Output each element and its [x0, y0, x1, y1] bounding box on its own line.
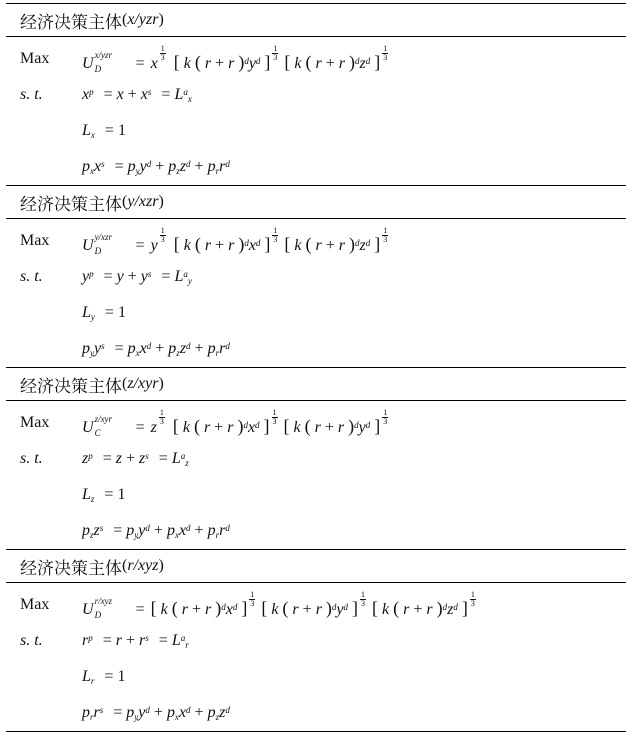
- header-prefix: 经济决策主体: [20, 558, 122, 579]
- objective-row: [6, 405, 626, 441]
- production-constraint: $r^p = r + r^s = L^a_r$: [82, 632, 189, 651]
- budget-constraint: $p_rr^s = p_yy^d + p_xx^d + p_zz^d$: [82, 704, 230, 723]
- labor-row: [6, 659, 626, 695]
- equations: [6, 36, 626, 185]
- header-prefix: 经济决策主体: [20, 12, 122, 33]
- labor-row: [6, 295, 626, 331]
- header-prefix: 经济决策主体: [20, 194, 122, 215]
- st-label: s. t.: [20, 632, 43, 649]
- header-agent: x/yzr: [127, 11, 159, 28]
- section-header: 经济决策主体 (r/xyz): [6, 550, 626, 582]
- objective-row: [6, 41, 626, 77]
- equations: [6, 400, 626, 549]
- budget-row: [6, 695, 626, 731]
- objective-row: [6, 587, 626, 623]
- header-prefix: 经济决策主体: [20, 376, 122, 397]
- objective-equation: U z/xyr C = z $\frac{1}{3}$ [ k ( r + r )$^dx^d$ ] $\frac{1}{3}$ [ k ( r + r )$^dy^d$ ] $\frac{1}{3}$: [82, 408, 388, 439]
- section-y: [6, 185, 626, 367]
- constraint-row: [6, 77, 626, 113]
- objective-row: [6, 223, 626, 259]
- equations: [6, 218, 626, 367]
- labor-constraint: $L_r = 1$: [82, 668, 126, 687]
- production-constraint: $z^p = z + z^s = L^a_z$: [82, 450, 189, 469]
- section-header: 经济决策主体 (x/yzr): [6, 4, 626, 36]
- labor-constraint: $L_z = 1$: [82, 486, 126, 505]
- st-label: s. t.: [20, 268, 43, 285]
- max-label: Max: [20, 50, 50, 67]
- constraint-row: [6, 441, 626, 477]
- budget-row: [6, 149, 626, 185]
- section-header: 经济决策主体 (y/xzr): [6, 186, 626, 218]
- section-header: 经济决策主体 (z/xyr): [6, 368, 626, 400]
- budget-constraint: $p_xx^s = p_yy^d + p_zz^d + p_rr^d$: [82, 158, 230, 177]
- max-label: Max: [20, 414, 50, 431]
- objective-equation: U r/xyz D = [ k ( r + r )$^dx^d$ ] $\frac{1}{3}$ [ k ( r + r )$^dy^d$ ] $\frac{1}{3}$ [ k ( r + r )$^dz^d$ ] $\frac{1}{3}$: [82, 590, 475, 621]
- equations: [6, 582, 626, 731]
- labor-row: [6, 477, 626, 513]
- objective-equation: U x/yzr D = x $\frac{1}{3}$ [ k ( r + r )$^dy^d$ ] $\frac{1}{3}$ [ k ( r + r )$^dz^d$ ] $\frac{1}{3}$: [82, 44, 388, 75]
- header-agent: z/xyr: [127, 375, 159, 392]
- header-agent: y/xzr: [127, 193, 159, 210]
- max-label: Max: [20, 232, 50, 249]
- max-label: Max: [20, 596, 50, 613]
- constraint-row: [6, 623, 626, 659]
- budget-row: [6, 331, 626, 367]
- production-constraint: $y^p = y + y^s = L^a_y$: [82, 268, 192, 287]
- budget-constraint: $p_zz^s = p_yy^d + p_xx^d + p_rr^d$: [82, 522, 230, 541]
- header-agent: r/xyz: [127, 557, 159, 574]
- section-z: [6, 367, 626, 549]
- table-bottom-rule: [6, 731, 626, 732]
- model-table: [6, 3, 626, 732]
- st-label: s. t.: [20, 450, 43, 467]
- section-x: [6, 3, 626, 185]
- production-constraint: $x^p = x + x^s = L^a_x$: [82, 86, 192, 105]
- st-label: s. t.: [20, 86, 43, 103]
- constraint-row: [6, 259, 626, 295]
- labor-constraint: $L_y = 1$: [82, 304, 126, 323]
- objective-equation: U y/xzr D = y $\frac{1}{3}$ [ k ( r + r )$^dx^d$ ] $\frac{1}{3}$ [ k ( r + r )$^dz^d$ ] $\frac{1}{3}$: [82, 226, 388, 257]
- labor-constraint: $L_x = 1$: [82, 122, 126, 141]
- labor-row: [6, 113, 626, 149]
- budget-row: [6, 513, 626, 549]
- section-r: [6, 549, 626, 731]
- budget-constraint: $p_yy^s = p_xx^d + p_zz^d + p_rr^d$: [82, 340, 230, 359]
